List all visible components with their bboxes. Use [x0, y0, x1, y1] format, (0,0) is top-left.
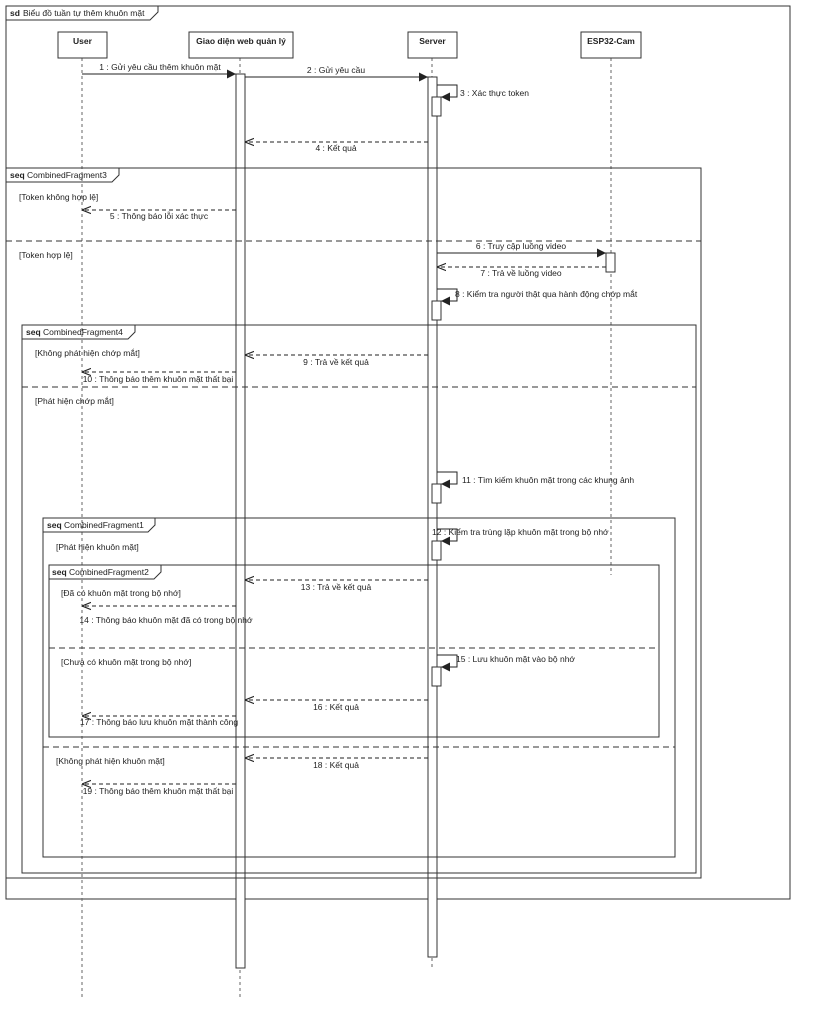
fragment-name: CombinedFragment1: [64, 520, 144, 530]
guard-face-detected: [Phát hiện khuôn mặt]: [56, 542, 139, 552]
fragment-keyword: seq: [52, 567, 67, 577]
lifeline-web-name: Giao diện web quản lý: [196, 36, 286, 46]
message-label: 8 : Kiểm tra người thật qua hành động chớp mắt: [455, 289, 638, 299]
fragment-keyword: seq: [26, 327, 41, 337]
fragment-name: CombinedFragment2: [69, 567, 149, 577]
message-label: 16 : Kết quả: [313, 702, 359, 712]
guard-no-blink: [Không phát hiện chớp mắt]: [35, 348, 140, 358]
message-label: 5 : Thông báo lỗi xác thực: [109, 211, 209, 221]
message-label: 17 : Thông báo lưu khuôn mặt thành công: [79, 717, 239, 727]
lifeline-user-name: User: [73, 36, 92, 46]
message-label: 9 : Trả về kết quả: [303, 357, 369, 367]
message-10: [82, 372, 236, 384]
guard-face-not-exists: [Chưa có khuôn mặt trong bộ nhớ]: [61, 657, 192, 667]
activation-server-self-8: [432, 301, 441, 320]
message-label: 2 : Gửi yêu cầu: [306, 65, 366, 75]
fragment-name: CombinedFragment3: [27, 170, 107, 180]
message-label: 7 : Trả về luồng video: [480, 268, 562, 278]
fragment-keyword: seq: [10, 170, 25, 180]
activation-server: [428, 77, 437, 957]
message-17: [80, 716, 238, 727]
guard-token-invalid: [Token không hợp lệ]: [19, 192, 99, 202]
message-label: 12 : Kiểm tra trùng lặp khuôn mặt trong bộ nhớ: [432, 527, 609, 537]
message-label: 18 : Kết quả: [313, 760, 359, 770]
activation-server-self-15: [432, 667, 441, 686]
message-label: 3 : Xác thực token: [460, 88, 530, 98]
guard-face-exists: [Đã có khuôn mặt trong bộ nhớ]: [61, 588, 181, 598]
message-19: [82, 784, 236, 796]
message-label: 6 : Truy cập luồng video: [475, 241, 567, 251]
activation-server-self-3: [432, 97, 441, 116]
message-label: 14 : Thông báo khuôn mặt đã có trong bộ nhớ: [79, 615, 253, 625]
message-label: 4 : Kết quả: [315, 143, 357, 153]
guard-blink-detected: [Phát hiện chớp mắt]: [35, 396, 114, 406]
message-label: 11 : Tìm kiếm khuôn mặt trong các khung ảnh: [462, 475, 635, 485]
activation-web: [236, 74, 245, 968]
fragment-keyword: seq: [47, 520, 62, 530]
fragment-name: CombinedFragment4: [43, 327, 123, 337]
activation-server-self-11: [432, 484, 441, 503]
guard-no-face: [Không phát hiện khuôn mặt]: [56, 756, 165, 766]
message-label: 1 : Gửi yêu cầu thêm khuôn mặt: [99, 62, 221, 72]
activation-esp32cam: [606, 253, 615, 272]
message-label: 10 : Thông báo thêm khuôn mặt thất bại: [82, 374, 234, 384]
sd-frame-title: Biểu đồ tuần tự thêm khuôn mặt: [23, 8, 145, 18]
lifeline-server-name: Server: [419, 36, 446, 46]
message-label: 19 : Thông báo thêm khuôn mặt thất bại: [82, 786, 234, 796]
sd-frame-keyword: sd: [10, 8, 20, 18]
message-label: 13 : Trả về kết quả: [300, 582, 372, 592]
lifeline-esp32cam-name: ESP32-Cam: [587, 36, 635, 46]
activation-server-self-12: [432, 541, 441, 560]
guard-token-valid: [Token hợp lệ]: [19, 250, 73, 260]
message-label: 15 : Lưu khuôn mặt vào bộ nhớ: [456, 654, 576, 664]
